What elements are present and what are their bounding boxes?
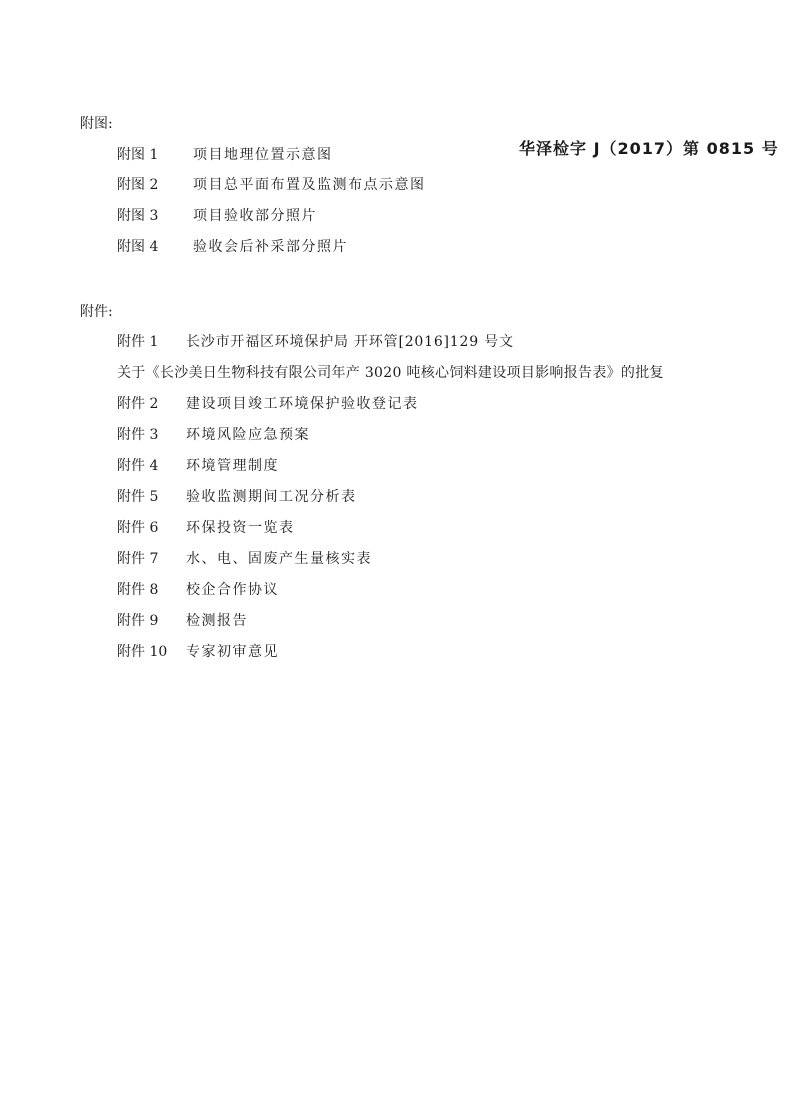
figure-item — [117, 237, 348, 257]
attachment-continuation: 关于《长沙美日生物科技有限公司年产 3020 吨核心饲料建设项目影响报告表》的批复 — [117, 365, 664, 381]
attachment-text: 建设项目竣工环境保护验收登记表 — [186, 396, 419, 412]
attachment-item — [117, 456, 279, 476]
attachment-text: 环保投资一览表 — [186, 520, 295, 536]
attachment-label: 附件 9 — [117, 613, 159, 629]
figure-text: 项目总平面布置及监测布点示意图 — [193, 177, 426, 193]
figure-label: 附图 4 — [117, 239, 159, 255]
figures-heading: 附图: — [80, 116, 113, 132]
attachment-item — [117, 332, 514, 352]
figure-text: 验收会后补采部分照片 — [193, 239, 348, 255]
figure-text: 项目验收部分照片 — [193, 208, 317, 224]
attachment-item — [117, 487, 357, 507]
attachment-label: 附件 6 — [117, 520, 159, 536]
figure-label: 附图 1 — [117, 147, 159, 163]
attachment-item — [117, 642, 279, 662]
attachment-text: 验收监测期间工况分析表 — [186, 489, 357, 505]
attachment-label: 附件 4 — [117, 458, 159, 474]
figure-item — [117, 206, 317, 226]
attachment-label: 附件 1 — [117, 334, 159, 350]
attachment-text: 校企合作协议 — [186, 582, 279, 598]
figure-label: 附图 2 — [117, 177, 159, 193]
report-number: 华泽检字 J（2017）第 0815 号 — [519, 139, 779, 158]
attachment-item — [117, 549, 372, 569]
attachment-item — [117, 425, 310, 445]
attachment-label: 附件 10 — [117, 644, 168, 660]
attachment-label: 附件 5 — [117, 489, 159, 505]
attachment-item — [117, 394, 419, 414]
figure-label: 附图 3 — [117, 208, 159, 224]
attachments-heading: 附件: — [80, 304, 113, 320]
attachment-text: 长沙市开福区环境保护局 开环管[2016]129 号文 — [186, 334, 514, 350]
attachment-item — [117, 580, 279, 600]
figure-item — [117, 145, 333, 165]
attachment-text: 环境风险应急预案 — [186, 427, 310, 443]
attachment-text: 专家初审意见 — [186, 644, 279, 660]
attachment-text: 检测报告 — [186, 613, 248, 629]
attachment-label: 附件 7 — [117, 551, 159, 567]
attachment-label: 附件 2 — [117, 396, 159, 412]
attachment-item — [117, 611, 248, 631]
attachment-label: 附件 3 — [117, 427, 159, 443]
attachment-text: 环境管理制度 — [186, 458, 279, 474]
figure-text: 项目地理位置示意图 — [193, 147, 333, 163]
attachment-text: 水、电、固废产生量核实表 — [186, 551, 372, 567]
figure-item — [117, 175, 426, 195]
attachment-item — [117, 518, 295, 538]
attachment-label: 附件 8 — [117, 582, 159, 598]
